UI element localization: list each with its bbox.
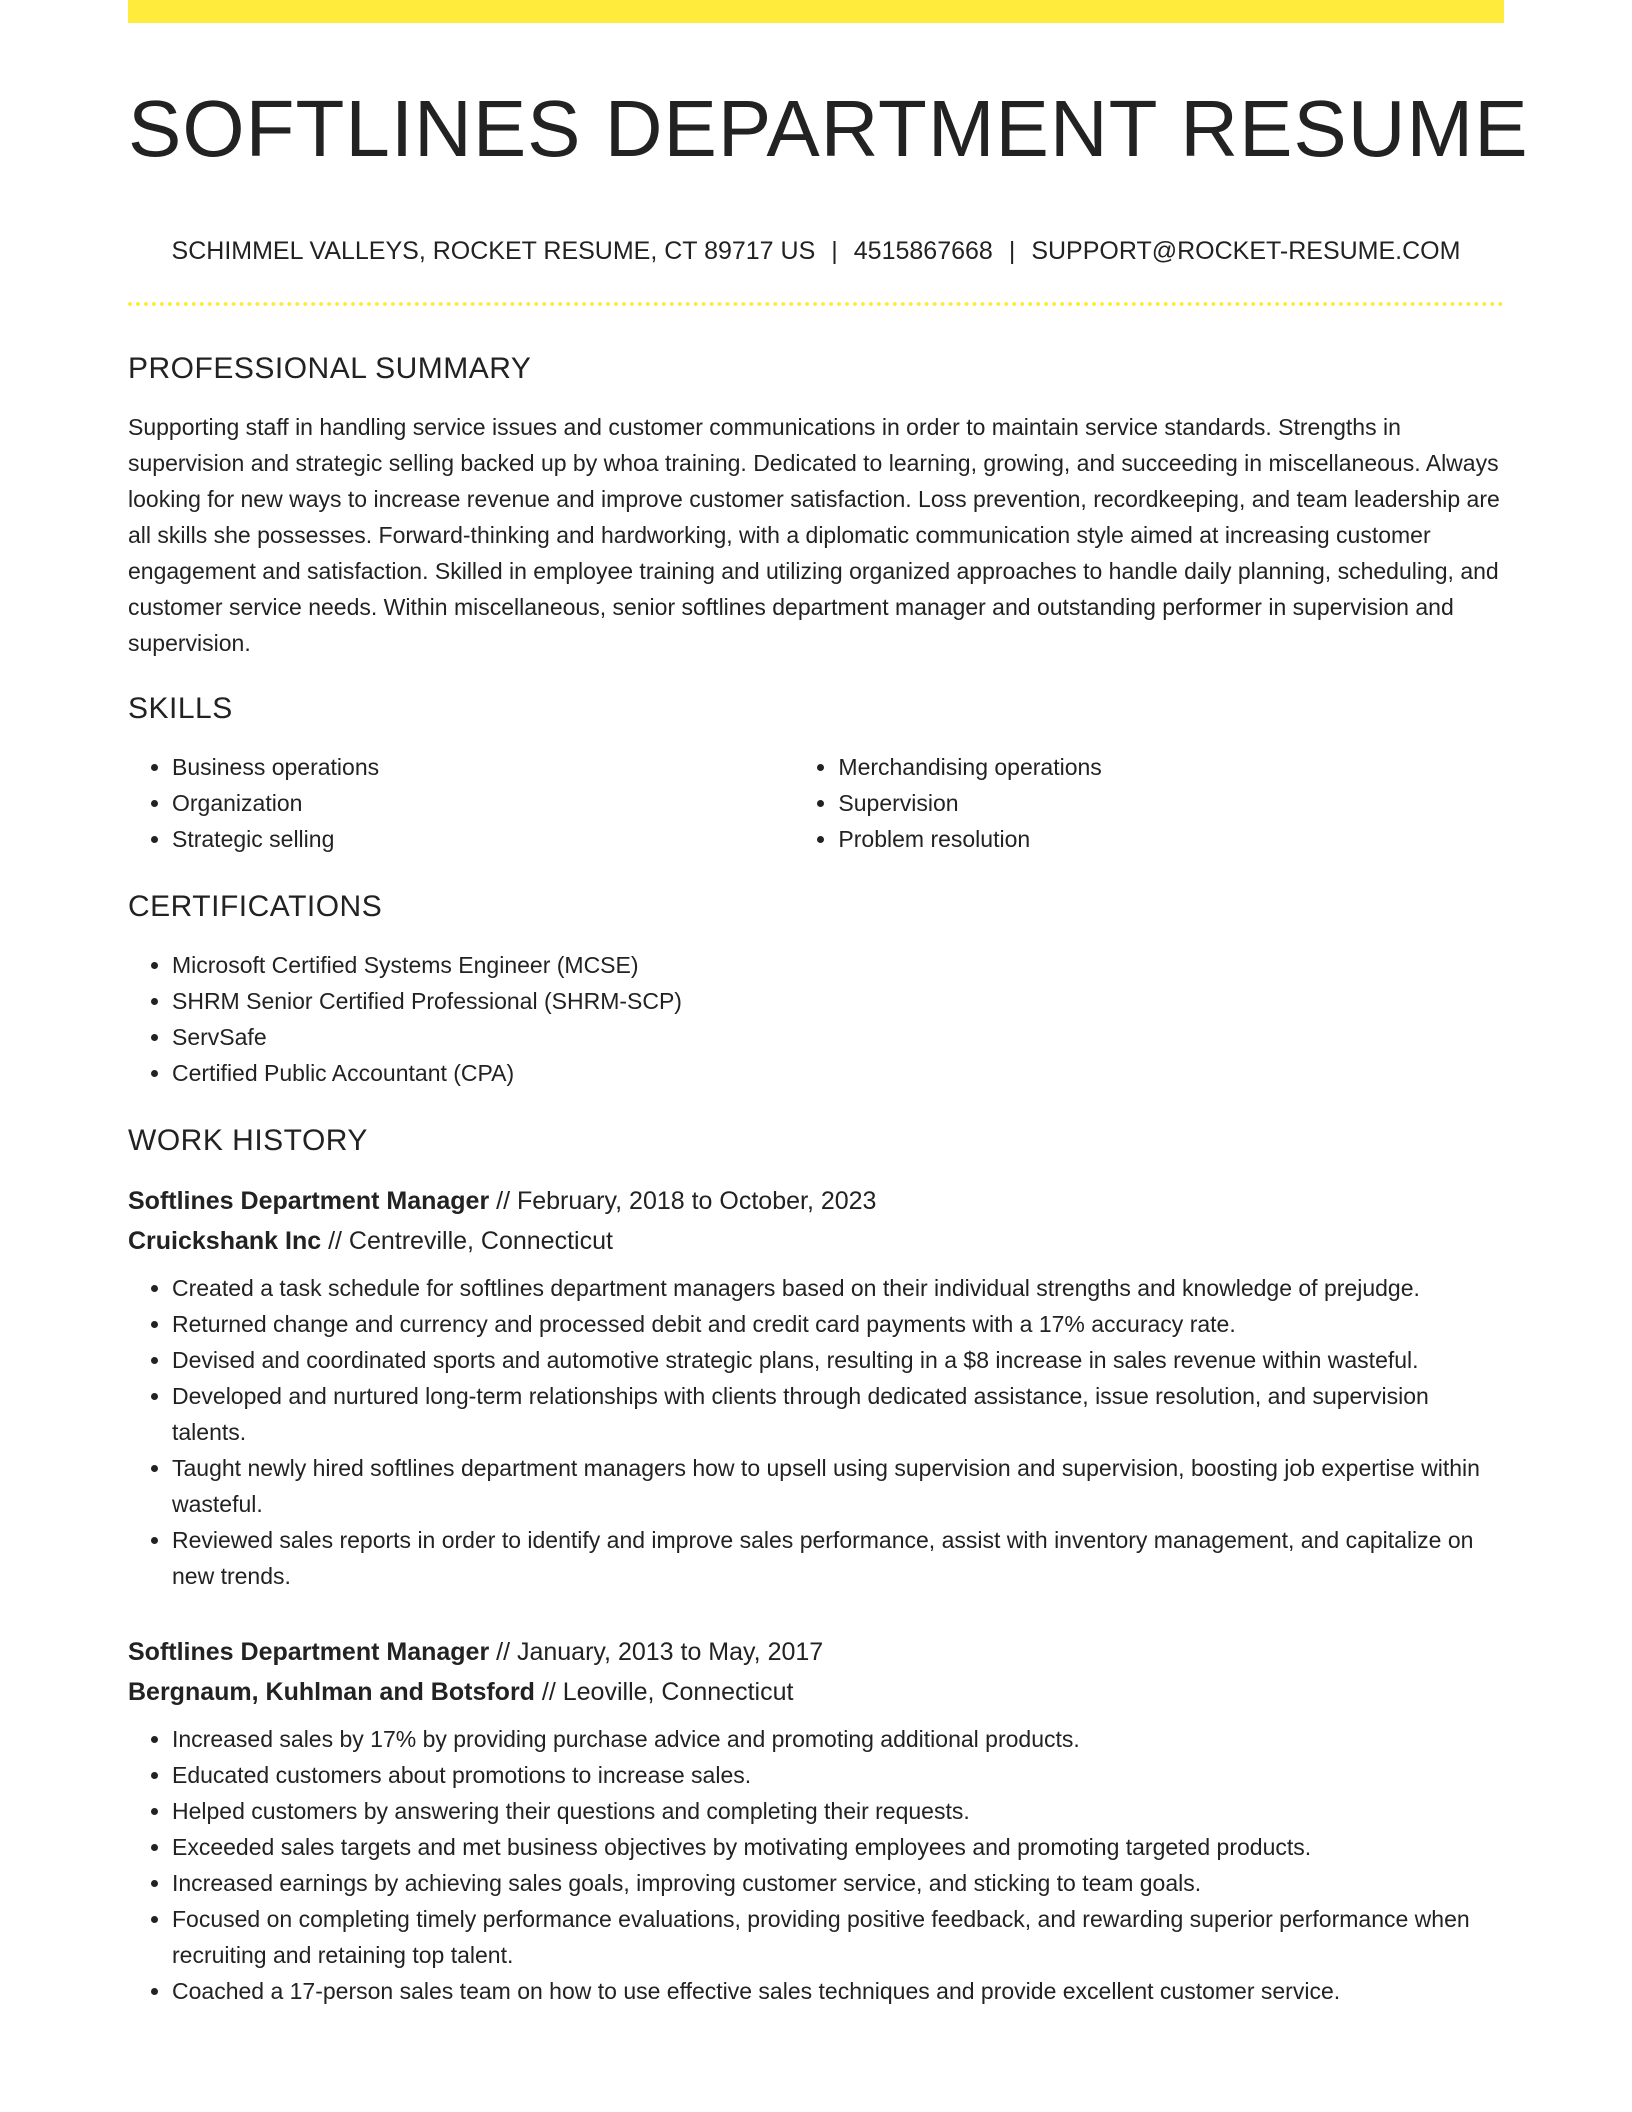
- certifications-list: [128, 947, 1504, 1091]
- job-entry: [128, 1632, 1504, 2009]
- job-bullet: • Helped customers by answering their questions and completing their requests.: [172, 1793, 1504, 1829]
- job-bullet: • Developed and nurtured long-term relationships with clients through dedicated assistance, issue resolution, and supervision talents.: [172, 1378, 1504, 1450]
- job-title-line: [128, 1632, 1504, 1672]
- job-bullet: • Reviewed sales reports in order to identify and improve sales performance, assist with inventory management, and capitalize on new trends.: [172, 1522, 1504, 1594]
- job-bullet: • Increased earnings by achieving sales goals, improving customer service, and sticking to team goals.: [172, 1865, 1504, 1901]
- job-bullet: • Exceeded sales targets and met business objectives by motivating employees and promoting targeted products.: [172, 1829, 1504, 1865]
- job-bullet: • Devised and coordinated sports and automotive strategic plans, resulting in a $8 increase in sales revenue within wasteful.: [172, 1342, 1504, 1378]
- contact-line: [128, 236, 1504, 266]
- skills-heading: SKILLS: [128, 692, 233, 725]
- job-bullet: • Educated customers about promotions to increase sales.: [172, 1757, 1504, 1793]
- summary-text: Supporting staff in handling service issues and customer communications in order to maintain service standards. Strengths in supervision and strategic selling backed up by whoa training. Dedicated to learning, growing, and succeeding in miscellaneous. Always looking for new ways to increase revenue and improve customer satisfaction. Loss prevention, recordkeeping, and team leadership are all skills she possesses. Forward-thinking and hardworking, with a diplomatic communication style aimed at increasing customer engagement and satisfaction. Skilled in employee training and utilizing organized approaches to handle daily planning, scheduling, and customer service needs. Within miscellaneous, senior softlines department manager and outstanding performer in supervision and supervision.: [128, 414, 1500, 656]
- job-bullet: • Increased sales by 17% by providing purchase advice and promoting additional products.: [172, 1721, 1504, 1757]
- job-role: Softlines Department Manager: [128, 1187, 490, 1215]
- certification-item: • Microsoft Certified Systems Engineer (MCSE): [172, 947, 1504, 983]
- job-bullet: • Created a task schedule for softlines department managers based on their individual strengths and knowledge of prejudge.: [172, 1270, 1504, 1306]
- job-company-line: [128, 1672, 1504, 1712]
- skill-item: • Problem resolution: [838, 821, 1504, 857]
- job-entry: [128, 1181, 1504, 1594]
- skill-item: • Organization: [172, 785, 794, 821]
- skill-item: • Strategic selling: [172, 821, 794, 857]
- job-dates: // January, 2013 to May, 2017: [489, 1638, 824, 1666]
- top-accent-bar: [128, 0, 1504, 23]
- job-company: Bergnaum, Kuhlman and Botsford: [128, 1678, 535, 1706]
- work-history-heading: WORK HISTORY: [128, 1124, 368, 1157]
- header-divider: [128, 302, 1504, 306]
- resume-title: SOFTLINES DEPARTMENT RESUME: [128, 84, 1529, 173]
- certification-item: • ServSafe: [172, 1019, 1504, 1055]
- certification-item: • SHRM Senior Certified Professional (SHRM-SCP): [172, 983, 1504, 1019]
- job-company: Cruickshank Inc: [128, 1227, 322, 1255]
- skills-column-right: [794, 749, 1504, 857]
- job-location: // Leoville, Connecticut: [534, 1678, 794, 1706]
- contact-separator: |: [831, 237, 838, 265]
- skill-item: • Business operations: [172, 749, 794, 785]
- job-company-line: [128, 1221, 1504, 1261]
- contact-address: SCHIMMEL VALLEYS, ROCKET RESUME, CT 89717 US: [171, 237, 816, 265]
- skills-column-left: [128, 749, 794, 857]
- job-bullet: • Focused on completing timely performance evaluations, providing positive feedback, and rewarding superior performance when recruiting and retaining top talent.: [172, 1901, 1504, 1973]
- skill-item: • Supervision: [838, 785, 1504, 821]
- job-dates: // February, 2018 to October, 2023: [489, 1187, 877, 1215]
- skills-grid: [128, 749, 1504, 857]
- job-bullet: • Coached a 17-person sales team on how to use effective sales techniques and provide excellent customer service.: [172, 1973, 1504, 2009]
- job-bullet: • Returned change and currency and processed debit and credit card payments with a 17% accuracy rate.: [172, 1306, 1504, 1342]
- job-role: Softlines Department Manager: [128, 1638, 490, 1666]
- job-bullets: [128, 1721, 1504, 2009]
- certifications-heading: CERTIFICATIONS: [128, 890, 383, 923]
- certification-item: • Certified Public Accountant (CPA): [172, 1055, 1504, 1091]
- skill-item: • Merchandising operations: [838, 749, 1504, 785]
- contact-phone: 4515867668: [853, 237, 993, 265]
- resume-page: [128, 0, 1529, 2009]
- job-location: // Centreville, Connecticut: [321, 1227, 613, 1255]
- contact-email: SUPPORT@ROCKET-RESUME.COM: [1031, 237, 1461, 265]
- job-bullets: [128, 1270, 1504, 1594]
- summary-heading: PROFESSIONAL SUMMARY: [128, 352, 532, 385]
- job-bullet: • Taught newly hired softlines department managers how to upsell using supervision and supervision, boosting job expertise within wasteful.: [172, 1450, 1504, 1522]
- contact-separator: |: [1008, 237, 1016, 265]
- job-title-line: [128, 1181, 1504, 1221]
